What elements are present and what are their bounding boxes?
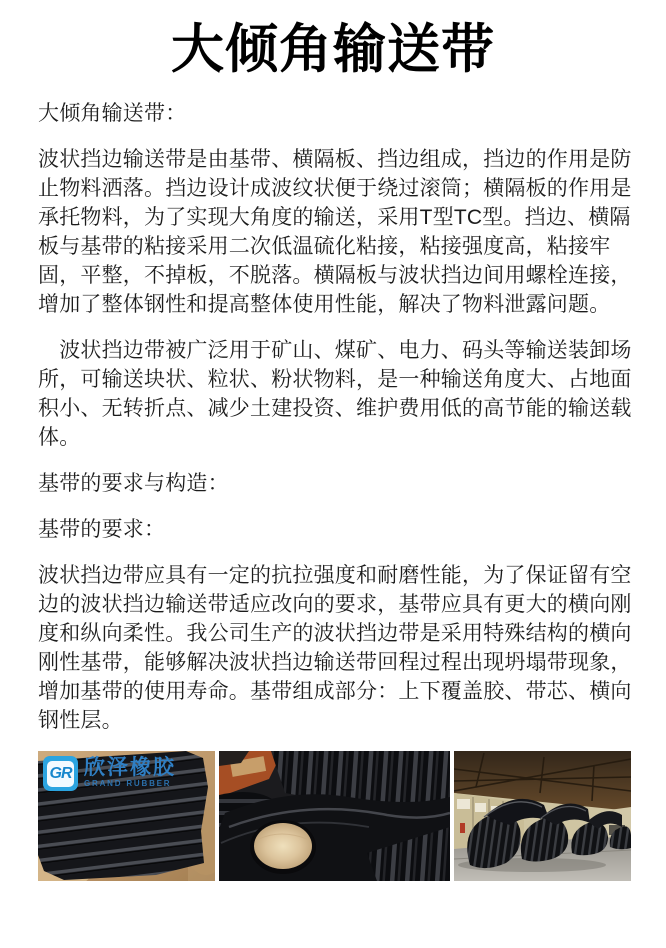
paragraph-requirements-heading: 基带的要求： [38, 518, 166, 541]
brand-logo-mark [43, 756, 78, 791]
product-photo-gallery [38, 751, 666, 881]
brand-name-en: GRAND RUBBER [84, 779, 172, 788]
paragraph-baseband-heading: 基带的要求与构造： [38, 472, 229, 495]
photo-belt-loop-closeup [219, 751, 450, 881]
gr-monogram-icon: GR [47, 761, 74, 787]
paragraph-intro-label: 大倾角输送带： [38, 102, 187, 125]
product-article-page [0, 18, 666, 948]
page-title: 大倾角输送带 [171, 20, 495, 79]
paragraph-applications: 波状挡边带被广泛用于矿山、煤矿、电力、码头等输送装卸场所，可输送块状、粒状、粉状物料，是一种输送角度大、占地面积小、无转折点、减少土建投资、维护费用低的高节能的输送载体。 [38, 339, 632, 449]
brand-name-cn: 欣泽橡胶 [84, 756, 176, 779]
plywood-core [254, 823, 312, 869]
photo-warehouse-belts [454, 751, 631, 881]
photo-sidewall-strips [38, 751, 215, 881]
article-body [38, 99, 632, 735]
warehouse-image [454, 751, 631, 881]
paragraph-baseband-detail: 波状挡边带应具有一定的抗拉强度和耐磨性能，为了保证留有空边的波状挡边输送带适应改向的要求，基带应具有更大的横向刚度和纵向柔性。我公司生产的波状挡边带是采用特殊结构的横向刚性基带，能够解决波状挡边输送带回程过程出现坍塌带现象，增加基带的使用寿命。基带组成部分：上下覆盖胶、带芯、横向钢性层。 [38, 564, 632, 732]
paragraph-structure: 波状挡边输送带是由基带、横隔板、挡边组成，挡边的作用是防止物料洒落。挡边设计成波纹状便于绕过滚筒；横隔板的作用是承托物料，为了实现大角度的输送，采用T型TC型。挡边、横隔板与基带的粘接采用二次低温硫化粘接，粘接强度高，粘接牢固，平整，不掉板，不脱落。横隔板与波状挡边间用螺栓连接，增加了整体钢性和提高整体使用性能，解决了物料泄露问题。 [38, 148, 632, 316]
belt-loop-image [219, 751, 450, 881]
brand-logo [43, 756, 176, 791]
